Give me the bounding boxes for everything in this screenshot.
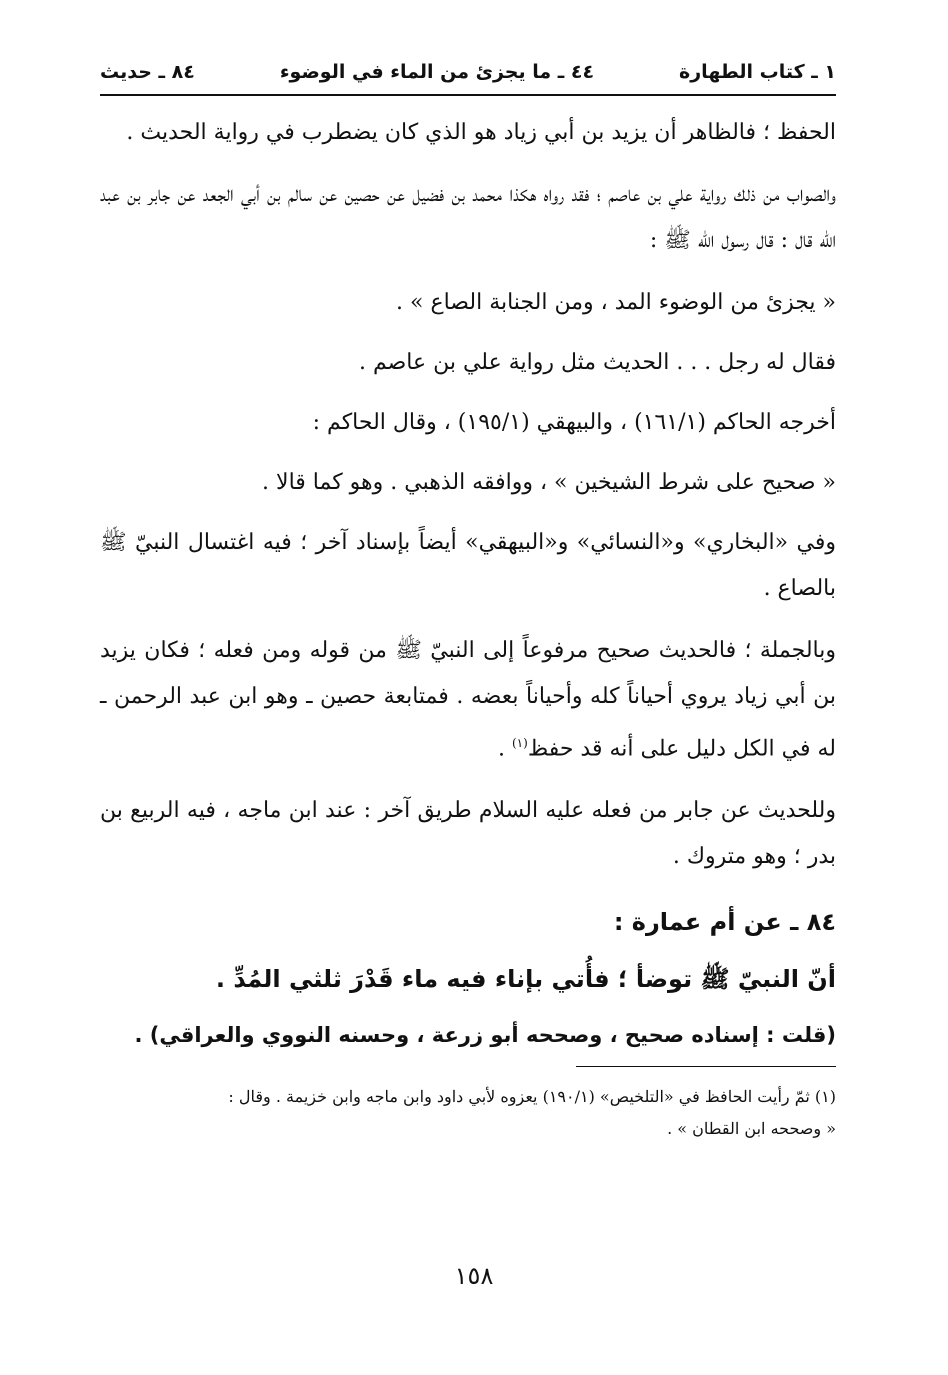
- hadith-verdict: (قلت : إسناده صحيح ، وصححه أبو زرعة ، وحسنه النووي والعراقي) .: [134, 1023, 836, 1048]
- header-section: ٤٤ ـ ما يجزئ من الماء في الوضوء: [279, 61, 595, 83]
- page-number: ١٥٨: [454, 1262, 494, 1290]
- paragraph-7: وفي «البخاري» و«النسائي» و«البيهقي» أيضاً بإسناد آخر ؛ فيه اغتسال النبيّ ﷺ بالصاع .: [100, 530, 836, 601]
- footnote-1: (١) ثمّ رأيت الحافظ في «التلخيص» (١٩٠/١) يعزوه لأبي داود وابن ماجه وابن خزيمة . وقال :: [228, 1087, 836, 1107]
- paragraph-9: وللحديث عن جابر من فعله عليه السلام طريق آخر : عند ابن ماجه ، فيه الربيع بن بدر ؛ وهو متروك .: [100, 798, 836, 870]
- paragraph-3-quote: « يجزئ من الوضوء المد ، ومن الجنابة الصاع » .: [396, 290, 836, 315]
- footnote-reference[interactable]: (١): [511, 736, 528, 750]
- header-chapter: ١ ـ كتاب الطهارة: [679, 61, 836, 83]
- book-page: [100, 52, 836, 1145]
- paragraph-8-end: .: [497, 736, 512, 762]
- paragraph-5: أخرجه الحاكم (١٦١/١) ، والبيهقي (١٩٥/١) ، وقال الحاكم :: [312, 410, 836, 435]
- running-header: [100, 52, 836, 92]
- paragraph-6-quote: « صحيح على شرط الشيخين » ، ووافقه الذهبي . وهو كما قالا .: [262, 470, 836, 495]
- paragraph-2: والصواب من ذلك رواية علي بن عاصم ؛ فقد رواه هكذا محمد بن فضيل عن حصين عن سالم بن أبي الجعد عن جابر بن عبد الله قال : قال رسول الله ﷺ :: [100, 182, 836, 253]
- paragraph-1: الحفظ ؛ فالظاهر أن يزيد بن أبي زياد هو الذي كان يضطرب في رواية الحديث .: [126, 120, 836, 145]
- hadith-text: أنّ النبيّ ﷺ توضأ ؛ فأُتي بإناء فيه ماء قَدْرَ ثلثي المُدِّ .: [215, 965, 836, 994]
- footnote-1-continued: « وصححه ابن القطان » .: [667, 1119, 836, 1139]
- header-hadith-number: ٨٤ ـ حديث: [100, 61, 195, 83]
- paragraph-8: [100, 628, 836, 772]
- paragraph-8-text: وبالجملة ؛ فالحديث صحيح مرفوعاً إلى النبيّ ﷺ من قوله ومن فعله ؛ فكان يزيد بن أبي زياد يروي أحياناً كله وأحياناً بعضه . فمتابعة حصين ـ وهو ابن عبد الرحمن ـ له في الكل دليل على أنه قد حفظ: [100, 638, 836, 762]
- footnote-divider: [576, 1066, 836, 1067]
- paragraph-4: فقال له رجل . . . الحديث مثل رواية علي بن عاصم .: [358, 350, 836, 375]
- header-divider: [100, 94, 836, 96]
- hadith-title: ٨٤ ـ عن أم عمارة :: [613, 908, 836, 937]
